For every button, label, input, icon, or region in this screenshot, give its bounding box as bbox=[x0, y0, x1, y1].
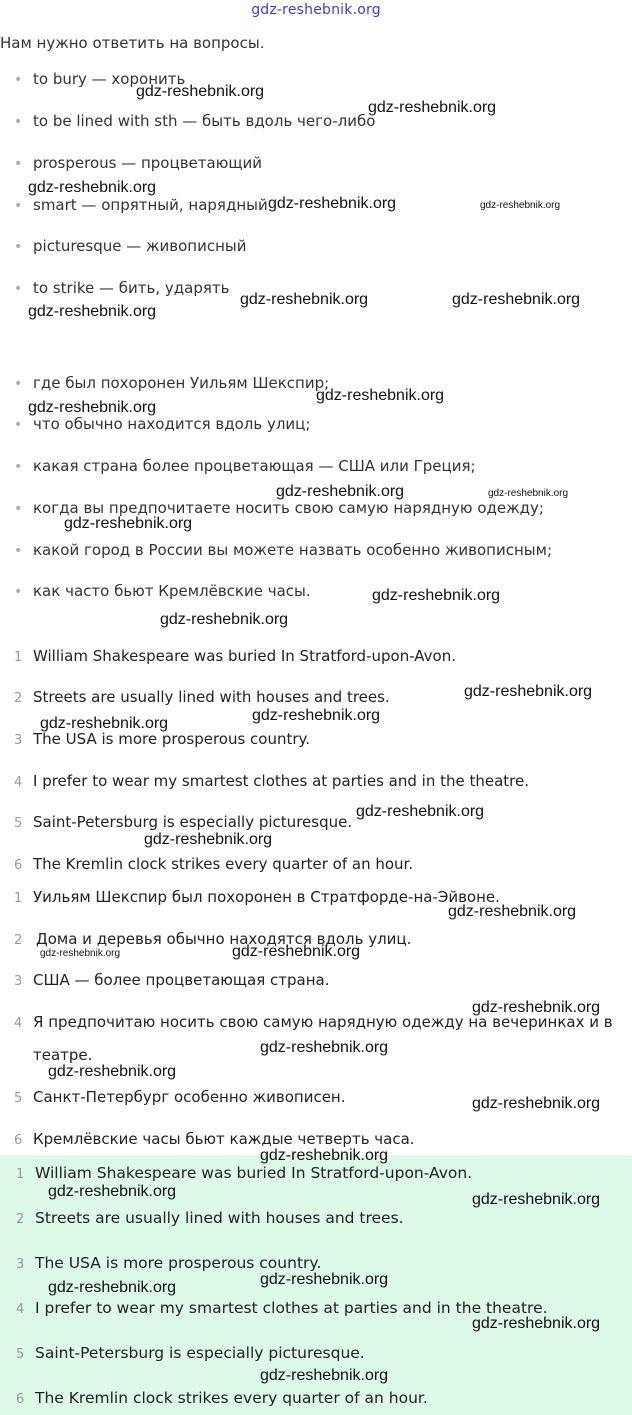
watermark: gdz-reshebnik.org bbox=[472, 1315, 601, 1332]
watermark: gdz-reshebnik.org bbox=[472, 999, 601, 1016]
watermark: gdz-reshebnik.org bbox=[276, 483, 405, 500]
watermark: gdz-reshebnik.org bbox=[268, 195, 397, 212]
answer-text: Я предпочитаю носить свою самую нарядную одежду на вечеринках и в bbox=[33, 1013, 613, 1031]
list-item: что обычно находится вдоль улиц; bbox=[33, 415, 311, 433]
answer-text: Saint-Petersburg is especially picturesque. bbox=[33, 813, 353, 831]
bullet-icon: • bbox=[14, 501, 23, 517]
item-number: 1 bbox=[14, 650, 23, 665]
intro-text: Нам нужно ответить на вопросы. bbox=[0, 34, 265, 52]
answer-text: The Kremlin clock strikes every quarter of an hour. bbox=[33, 855, 414, 873]
bullet-icon: • bbox=[14, 417, 23, 433]
watermark: gdz-reshebnik.org bbox=[472, 1095, 601, 1112]
item-number: 2 bbox=[16, 1212, 25, 1227]
watermark: gdz-reshebnik.org bbox=[356, 803, 485, 820]
list-item: где был похоронен Уильям Шекспир; bbox=[33, 374, 330, 392]
answer-text: США — более процветающая страна. bbox=[33, 971, 330, 989]
bullet-icon: • bbox=[14, 281, 23, 297]
answer-text: I prefer to wear my smartest clothes at parties and in the theatre. bbox=[33, 772, 530, 790]
item-number: 4 bbox=[14, 775, 23, 790]
watermark: gdz-reshebnik.org bbox=[48, 1063, 177, 1080]
watermark: gdz-reshebnik.org bbox=[316, 387, 445, 404]
bullet-icon: • bbox=[14, 459, 23, 475]
answer-text: Дома и деревья обычно находятся вдоль улиц. bbox=[36, 930, 412, 948]
answer-text: William Shakespeare was buried In Stratford-upon-Avon. bbox=[35, 1164, 473, 1182]
answer-text: Streets are usually lined with houses and trees. bbox=[35, 1209, 404, 1227]
watermark: gdz-reshebnik.org bbox=[28, 399, 157, 416]
watermark: gdz-reshebnik.org bbox=[48, 1279, 177, 1296]
bullet-icon: • bbox=[14, 584, 23, 600]
bullet-icon: • bbox=[14, 198, 23, 214]
watermark: gdz-reshebnik.org bbox=[260, 1039, 389, 1056]
list-item: prosperous — процветающий bbox=[33, 154, 262, 172]
answer-text: William Shakespeare was buried In Stratford-upon-Avon. bbox=[33, 647, 457, 665]
bullet-icon: • bbox=[14, 156, 23, 172]
item-number: 1 bbox=[14, 891, 23, 906]
watermark: gdz-reshebnik.org bbox=[452, 291, 581, 308]
watermark: gdz-reshebnik.org bbox=[260, 1271, 389, 1288]
answer-text: The Kremlin clock strikes every quarter of an hour. bbox=[35, 1389, 428, 1407]
item-number: 4 bbox=[14, 1016, 23, 1031]
watermark: gdz-reshebnik.org bbox=[368, 99, 497, 116]
watermark: gdz-reshebnik.org bbox=[40, 715, 169, 732]
watermark: gdz-reshebnik.org bbox=[144, 831, 273, 848]
item-number: 3 bbox=[14, 974, 23, 989]
bullet-icon: • bbox=[14, 543, 23, 559]
answer-text: Уильям Шекспир был похоронен в Стратфорде-на-Эйвоне. bbox=[33, 888, 500, 906]
answer-text: Streets are usually lined with houses and trees. bbox=[33, 688, 390, 706]
item-number: 3 bbox=[16, 1257, 25, 1272]
bullet-icon: • bbox=[14, 114, 23, 130]
watermark: gdz-reshebnik.org bbox=[260, 1147, 389, 1164]
bullet-icon: • bbox=[14, 239, 23, 255]
answer-text: The USA is more prosperous country. bbox=[35, 1254, 322, 1272]
list-item: smart — опрятный, нарядный bbox=[33, 196, 268, 214]
item-number: 6 bbox=[14, 1133, 23, 1148]
watermark: gdz-reshebnik.org bbox=[232, 943, 361, 960]
item-number: 4 bbox=[16, 1302, 25, 1317]
item-number: 2 bbox=[14, 933, 23, 948]
item-number: 1 bbox=[16, 1167, 25, 1182]
watermark: gdz-reshebnik.org bbox=[260, 1367, 389, 1384]
list-item: когда вы предпочитаете носить свою самую нарядную одежду; bbox=[33, 499, 544, 517]
item-number: 2 bbox=[14, 691, 23, 706]
answer-text: Кремлёвские часы бьют каждые четверть часа. bbox=[33, 1130, 415, 1148]
item-number: 5 bbox=[14, 816, 23, 831]
answer-text: The USA is more prosperous country. bbox=[33, 730, 311, 748]
list-item: picturesque — живописный bbox=[33, 237, 247, 255]
site-link[interactable]: gdz-reshebnik.org bbox=[251, 2, 381, 18]
watermark: gdz-reshebnik.org bbox=[28, 179, 157, 196]
list-item: to strike — бить, ударять bbox=[33, 279, 230, 297]
item-number: 6 bbox=[16, 1392, 25, 1407]
watermark: gdz-reshebnik.org bbox=[372, 587, 501, 604]
bullet-icon: • bbox=[14, 376, 23, 392]
item-number: 5 bbox=[16, 1347, 25, 1362]
watermark: gdz-reshebnik.org bbox=[28, 303, 157, 320]
answer-text: Санкт-Петербург особенно живописен. bbox=[33, 1088, 346, 1106]
watermark: gdz-reshebnik.org bbox=[240, 291, 369, 308]
watermark: gdz-reshebnik.org bbox=[64, 515, 193, 532]
answer-text: Saint-Petersburg is especially picturesque. bbox=[35, 1344, 365, 1362]
list-item: какая страна более процветающая — США или Греция; bbox=[33, 457, 476, 475]
watermark: gdz-reshebnik.org bbox=[136, 83, 265, 100]
list-item: to be lined with sth — быть вдоль чего-либо bbox=[33, 112, 376, 130]
answer-text-continuation: театре. bbox=[33, 1046, 93, 1064]
item-number: 5 bbox=[14, 1091, 23, 1106]
watermark: gdz-reshebnik.org bbox=[252, 707, 381, 724]
watermark: gdz-reshebnik.org bbox=[472, 1191, 601, 1208]
watermark: gdz-reshebnik.org bbox=[488, 488, 569, 499]
watermark: gdz-reshebnik.org bbox=[48, 1183, 177, 1200]
list-item: как часто бьют Кремлёвские часы. bbox=[33, 582, 311, 600]
list-item: to bury — хоронить bbox=[33, 70, 186, 88]
item-number: 3 bbox=[14, 733, 23, 748]
list-item: какой город в России вы можете назвать особенно живописным; bbox=[33, 541, 553, 559]
watermark: gdz-reshebnik.org bbox=[480, 200, 561, 211]
watermark: gdz-reshebnik.org bbox=[160, 611, 289, 628]
watermark: gdz-reshebnik.org bbox=[448, 903, 577, 920]
answer-text: I prefer to wear my smartest clothes at parties and in the theatre. bbox=[35, 1299, 548, 1317]
bullet-icon: • bbox=[14, 72, 23, 88]
item-number: 6 bbox=[14, 858, 23, 873]
watermark: gdz-reshebnik.org bbox=[464, 683, 593, 700]
watermark: gdz-reshebnik.org bbox=[40, 948, 121, 959]
